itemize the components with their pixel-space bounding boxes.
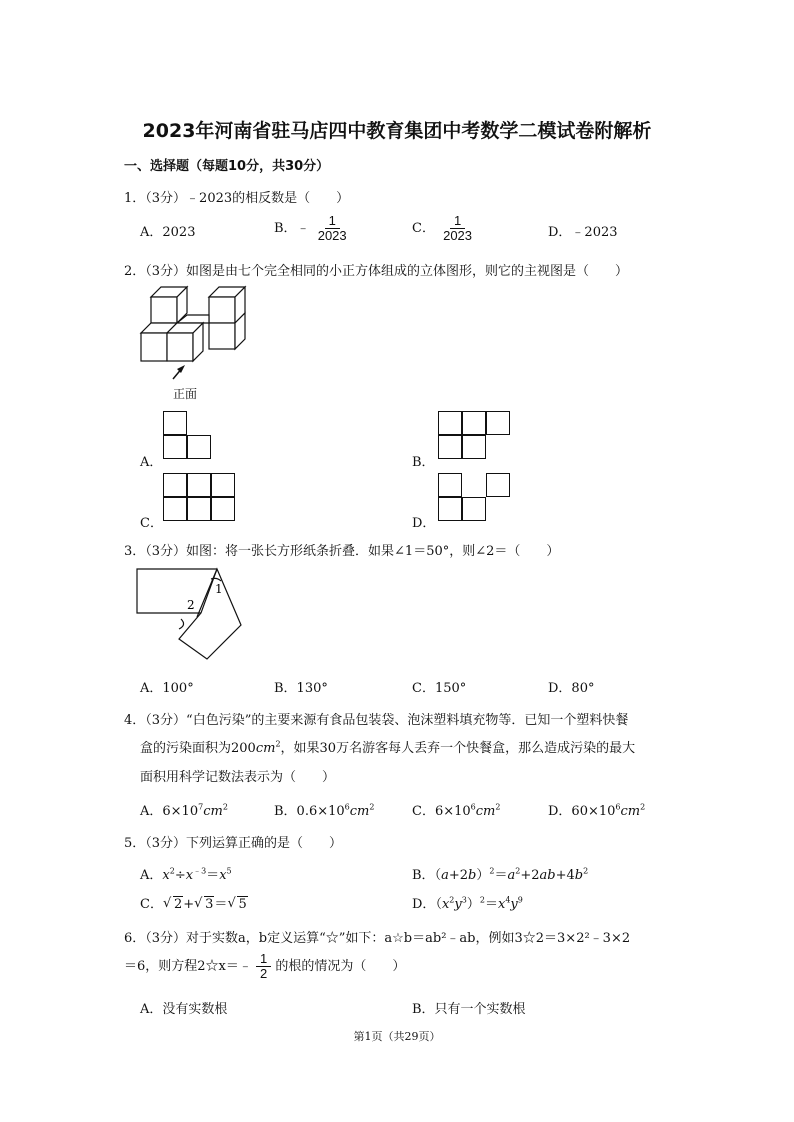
q5-option-a: A．$x^2\div x^{﹣3}=x^5$ [140,866,232,883]
question-3-stem: 3．（3分）如图：将一张长方形纸条折叠．如果∠1＝50°，则∠2＝（ ） [124,544,560,559]
cube-face [209,297,235,323]
grid-cell [438,435,462,459]
option-label: C． [140,897,163,912]
grid-cell [187,497,211,521]
option-label: C． [412,221,435,236]
opt-text: C．6×10 [412,804,471,819]
unit: cm [203,804,223,819]
grid-cell [187,473,211,497]
exp: 7 [198,802,204,812]
fraction [439,214,476,243]
angle-arc [179,619,184,629]
cube-face [141,333,167,361]
q4-unit-exp: 2 [275,739,281,749]
grid-cell [438,411,462,435]
grid-cell [486,473,510,497]
option-label: B． [412,868,435,883]
exp: 2 [369,802,375,812]
fraction [314,214,351,243]
q4-text: 盒的污染面积为200 [140,741,256,756]
numerator: 1 [450,214,465,229]
grid-cell [211,497,235,521]
opt-text: D．60×10 [548,804,616,819]
unit: cm [349,804,370,819]
question-4-line3: 面积用科学记数法表示为（ ） [140,770,336,785]
denominator: 2 [260,966,268,981]
front-label: 正面 [173,387,198,401]
exp: 6 [470,802,476,812]
q4-option-a [140,800,228,819]
cube-face [209,323,235,349]
q3-option-a: A．100° [140,681,194,696]
folded-strip-figure [135,565,250,665]
question-2-stem: 2．（3分）如图是由七个完全相同的小正方体组成的立体图形，则它的主视图是（ ） [124,264,629,279]
option-label: A． [140,868,163,883]
cube-figure [135,285,255,380]
question-4-line1: 4．（3分）“白色污染”的主要来源有食品包装袋、泡沫塑料填充物等．已知一个塑料快餐 [124,713,629,728]
question-5-stem: 5．（3分）下列运算正确的是（ ） [124,836,343,851]
grid-cell [163,411,187,435]
strip-outline [137,569,217,613]
question-1-stem: 1．（3分）﹣2023的相反数是（ ） [124,191,350,206]
question-4-line2 [140,737,635,756]
opt-text: A．6×10 [140,804,199,819]
denominator: 2023 [443,228,473,243]
grid-cell [438,473,462,497]
grid-cell [163,497,187,521]
page-footer: 第1页（共29页） [353,1030,441,1043]
fraction [256,952,271,981]
grid-cell [163,435,187,459]
numerator: 1 [256,952,271,967]
denominator: 2023 [317,228,347,243]
unit: cm [620,804,641,819]
cube-face [151,297,177,323]
q2-option-b: B． [412,455,435,470]
question-6-line2 [124,952,405,981]
grid-cell [462,435,486,459]
q5-option-c: C．√ 2+√ 3＝√ 5 [140,893,248,912]
q4-option-c [412,800,500,819]
grid-cell [438,497,462,521]
exp: 6 [344,802,350,812]
opt-text: B．0.6×10 [274,804,345,819]
q4-option-d [548,800,645,819]
q6-text: 的根的情况为（ ） [275,959,406,974]
exp: 6 [615,802,621,812]
exp: 2 [640,802,646,812]
q5-option-b: B．$(a+2b)^2=a^2+2ab+4b^2$ [412,866,589,883]
q2-option-d: D． [412,516,436,531]
q4-unit: cm [255,741,276,756]
q1-option-a: A．2023 [140,225,196,240]
option-label: D． [412,897,436,912]
grid-cell [486,411,510,435]
q1-option-d: D．﹣2023 [548,225,618,240]
grid-cell [211,473,235,497]
section-heading: 一、选择题（每题10分，共30分） [124,159,330,174]
q2-option-a: A． [140,455,163,470]
q3-option-d: D．80° [548,681,595,696]
exp: 2 [222,802,228,812]
unit: cm [475,804,496,819]
q4-text: ，如果30万名游客每人丢弃一个快餐盒，那么造成污染的最大 [280,741,636,756]
grid-cell [462,497,486,521]
q6-option-b: B．只有一个实数根 [412,1002,526,1017]
cube-face [167,333,193,361]
q3-option-b: B．130° [274,681,328,696]
page-title: 2023年河南省驻马店四中教育集团中考数学二模试卷附解析 [142,120,652,142]
q1-option-c [412,214,476,243]
q2-option-c: C． [140,516,163,531]
exp: 2 [495,802,501,812]
q6-option-a: A．没有实数根 [140,1002,228,1017]
angle-2-label: 2 [187,598,195,612]
numerator: 1 [325,214,340,229]
grid-cell [163,473,187,497]
q3-option-c: C．150° [412,681,467,696]
grid-cell [462,411,486,435]
q4-option-b [274,800,374,819]
minus-sign: ﹣ [296,221,310,236]
q5-option-d: D．$(x^2y^3)^2=x^4y^9$ [412,895,523,912]
option-label: B． [274,221,297,236]
question-6-line1: 6．（3分）对于实数a，b定义运算“☆”如下：a☆b＝ab²﹣ab，例如3☆2＝3×2²﹣3×2 [124,931,631,946]
folded-part [179,569,241,659]
angle-1-label: 1 [215,582,223,596]
q6-text: ＝6，则方程2☆x＝﹣ [124,959,252,974]
grid-cell [187,435,211,459]
q1-option-b [274,214,351,243]
